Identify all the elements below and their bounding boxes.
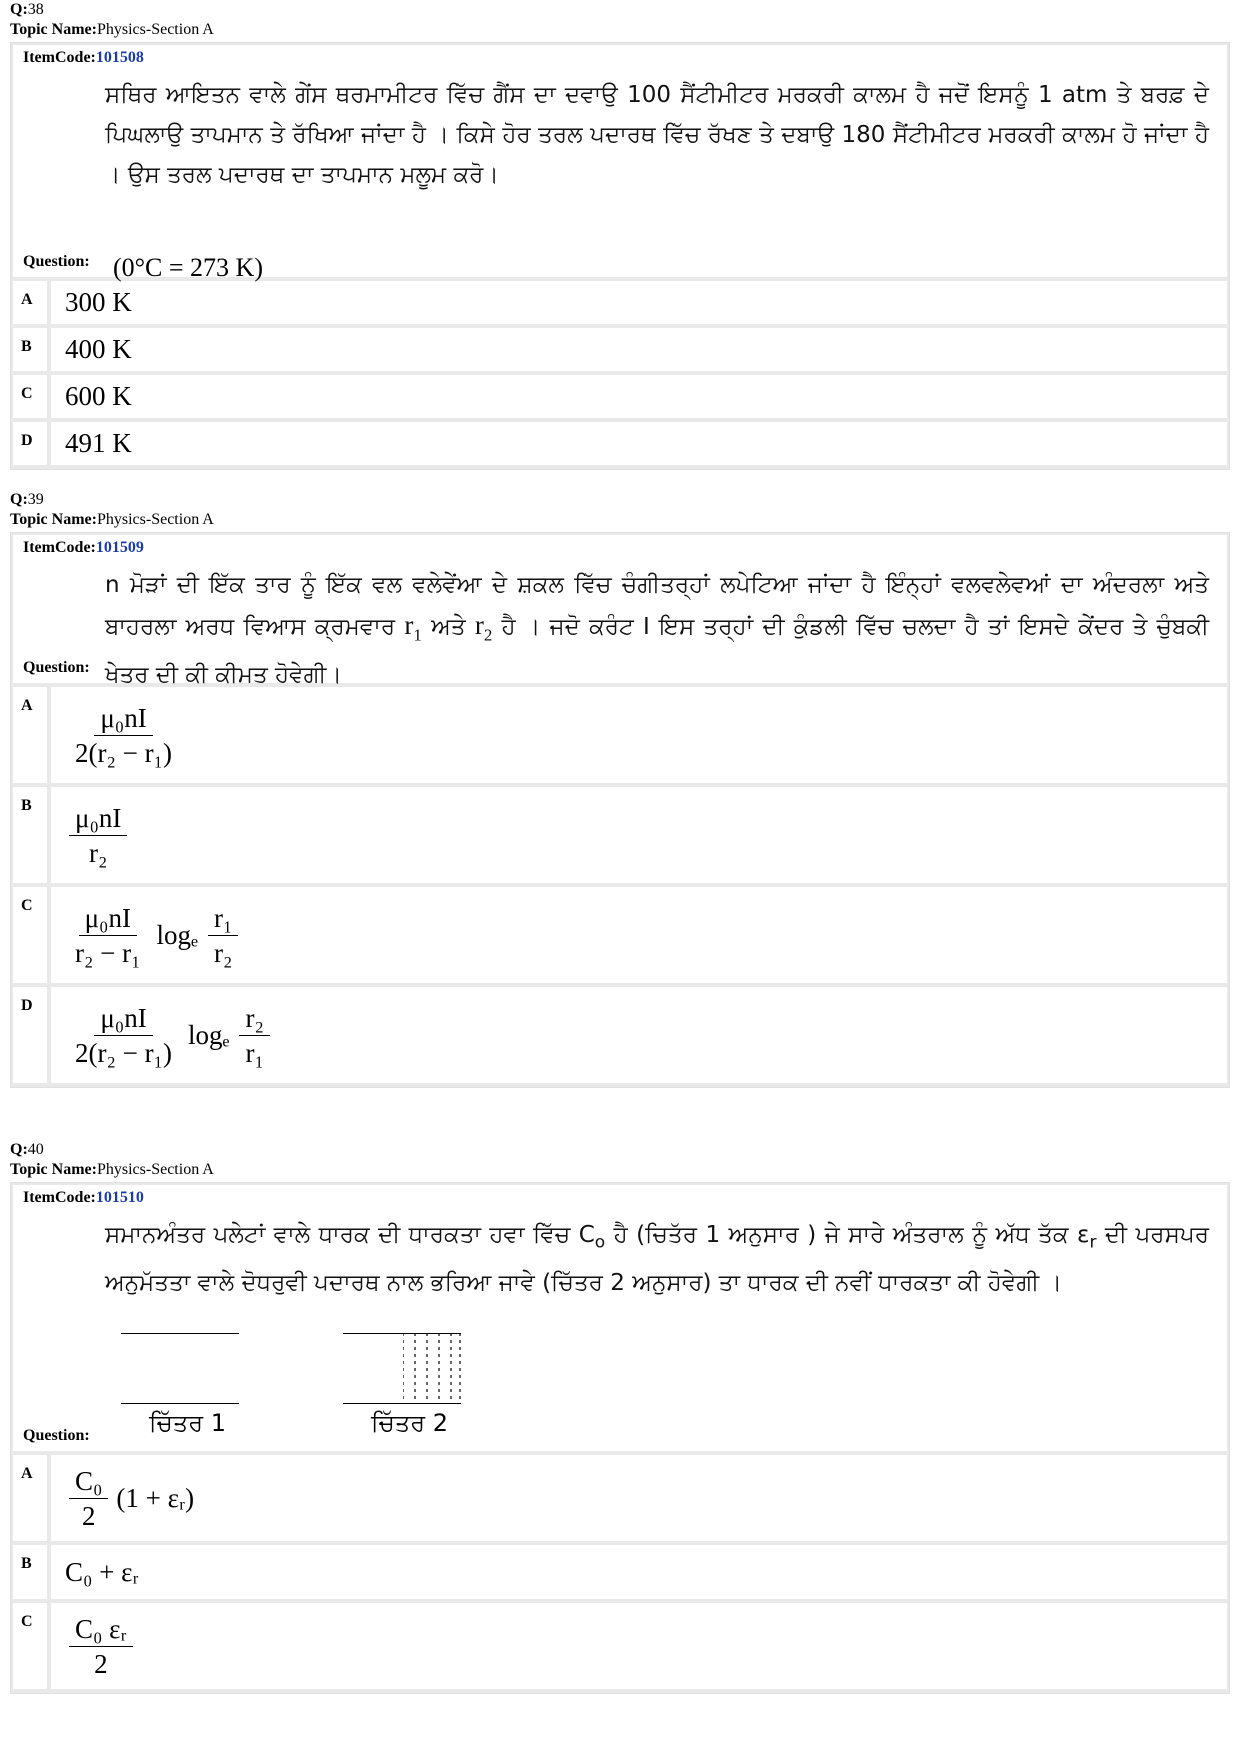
option-a[interactable] (13, 687, 1227, 783)
option-letter: B (13, 328, 51, 371)
fraction-denominator: r₂ (88, 837, 108, 868)
question-box (13, 45, 1227, 282)
topic-line: Topic Name:Physics-Section A (10, 21, 214, 38)
fraction-numerator: μ₀nI (79, 903, 137, 936)
dielectric-slab (403, 1333, 463, 1403)
option-letter: A (13, 281, 51, 324)
fraction-denominator: r₂ (213, 937, 233, 968)
option-c[interactable] (13, 887, 1227, 983)
question-box (13, 1185, 1227, 1451)
option-b[interactable] (13, 787, 1227, 883)
option-value: 491 K (65, 428, 132, 458)
option-value: 400 K (65, 334, 132, 364)
fraction-denominator: 2(r₂ − r₁) (75, 1037, 173, 1068)
question-block-38 (10, 0, 1230, 470)
option-letter: A (13, 1455, 51, 1541)
question-text: n ਮੋੜਾਂ ਦੀ ਇੱਕ ਤਾਰ ਨੂੰ ਇੱਕ ਵਲ ਵਲੇਵੇਂਆ ਦੇ ਸ਼ਕਲ ਵਿੱਚ ਚੰਗੀਤਰ੍ਹਾਂ ਲਪੇਟਿਆ ਜਾਂਦਾ ਹੈ ਇੰਨ੍ਹਾਂ ਵਲਵਲੇਵਆਂ ਦਾ ਅੰਦਰਲਾ ਅਤੇ ਬਾਹਰਲਾ ਅਰਧ ਵਿਆਸ ਕ੍ਰਮਵਾਰ $r_1$ ਅਤੇ $r_2$ ਹੈ । ਜਦੋ ਕਰੰਟ I ਇਸ ਤਰ੍ਹਾਂ ਦੀ ਕੁੰਡਲੀ ਵਿੱਚ ਚਲਦਾ ਹੈ ਤਾਂ ਇਸਦੇ ਕੇਂਦਰ ਤੇ ਚੁੰਬਕੀ ਖੇਤਰ ਦੀ ਕੀ ਕੀਮਤ ਹੋਵੇਗੀ। (105, 572, 1210, 689)
option-c[interactable] (13, 375, 1227, 418)
option-letter: B (13, 787, 51, 883)
question-label: Question: (23, 659, 90, 676)
fraction-denominator: r₂ − r₁ (75, 937, 141, 968)
option-value (51, 1455, 1227, 1541)
itemcode: ItemCode:101509 (23, 539, 144, 556)
question-block-39 (10, 490, 1230, 1088)
fraction-numerator: μ₀nI (94, 1003, 152, 1036)
option-value (51, 787, 1227, 883)
option-d[interactable] (13, 422, 1227, 465)
option-letter: C (13, 887, 51, 983)
fraction-numerator: μ₀nI (69, 803, 127, 836)
fraction-numerator: μ₀nI (94, 703, 152, 736)
fig2-bottom-plate (343, 1403, 461, 1404)
fraction-denominator: r₁ (245, 1037, 264, 1068)
question-card (10, 42, 1230, 470)
capacitor-figures (13, 1185, 1227, 1451)
option-d[interactable] (13, 987, 1227, 1083)
fig1-label: ਚਿੱਤਰ 1 (149, 1409, 227, 1437)
question-text: ਸਮਾਨਅੰਤਰ ਪਲੇਟਾਂ ਵਾਲੇ ਧਾਰਕ ਦੀ ਧਾਰਕਤਾ ਹਵਾ ਵਿੱਚ $C_o$ ਹੈ (ਚਿਤੱਰ 1 ਅਨੁਸਾਰ ) ਜੇ ਸਾਰੇ ਅੰਤਰਾਲ ਨੂੰ ਅੱਧ ਤੱਕ $\varepsilon_r$ ਦੀ ਪਰਸਪਰ ਅਨੁਮੱਤਤਾ ਵਾਲੇ ਦੋਧਰੁਵੀ ਪਦਾਰਥ ਨਾਲ ਭਰਿਆ ਜਾਵੇ (ਚਿੱਤਰ 2 ਅਨੁਸਾਰ) ਤਾ ਧਾਰਕ ਦੀ ਨਵੀਂ ਧਾਰਕਤਾ ਕੀ ਹੋਵੇਗੀ । (105, 1222, 1209, 1296)
fraction-numerator: r₂ (239, 1003, 269, 1036)
option-value: 600 K (65, 381, 132, 411)
option-value: 300 K (65, 287, 132, 317)
option-b[interactable] (13, 1545, 1227, 1599)
log-term: logₑ (188, 1019, 230, 1050)
option-value (51, 887, 1227, 983)
question-block-40 (10, 1140, 1230, 1694)
option-letter: A (13, 687, 51, 783)
question-card (10, 532, 1230, 1088)
fraction-denominator: 2(r₂ − r₁) (75, 737, 173, 768)
fraction-numerator: C₀ εᵣ (69, 1614, 133, 1647)
option-value (51, 687, 1227, 783)
topic-line: Topic Name:Physics-Section A (10, 1161, 214, 1178)
itemcode: ItemCode:101510 (23, 1189, 144, 1206)
option-a[interactable] (13, 1455, 1227, 1541)
option-letter: C (13, 1603, 51, 1689)
option-value: C₀ + εᵣ (65, 1556, 139, 1587)
fig1-bottom-plate (121, 1403, 239, 1404)
option-letter: C (13, 375, 51, 418)
option-c[interactable] (13, 1603, 1227, 1689)
option-letter: B (13, 1545, 51, 1599)
fraction-numerator: C₀ (69, 1466, 108, 1499)
option-value (51, 1603, 1227, 1689)
fig2-label: ਚਿੱਤਰ 2 (371, 1409, 449, 1437)
question-box (13, 535, 1227, 689)
fraction-denominator: 2 (94, 1648, 108, 1679)
fraction-numerator: r₁ (208, 903, 238, 936)
question-label: Question: (23, 253, 90, 270)
question-card (10, 1182, 1230, 1694)
fig1-top-plate (121, 1333, 239, 1334)
option-value (51, 987, 1227, 1083)
option-a[interactable] (13, 281, 1227, 324)
option-letter: D (13, 987, 51, 1083)
factor-term: (1 + εᵣ) (116, 1482, 195, 1513)
fraction-denominator: 2 (81, 1500, 96, 1531)
question-number: Q:38 (10, 1, 44, 18)
topic-line: Topic Name:Physics-Section A (10, 511, 214, 528)
option-letter: D (13, 422, 51, 465)
question-note: (0°C = 273 K) (113, 253, 263, 282)
itemcode: ItemCode:101508 (23, 49, 144, 66)
question-label: Question: (23, 1427, 90, 1444)
log-term: logₑ (156, 919, 198, 950)
question-number: Q:39 (10, 491, 44, 508)
question-number: Q:40 (10, 1141, 44, 1158)
option-b[interactable] (13, 328, 1227, 371)
question-text: ਸਥਿਰ ਆਇਤਨ ਵਾਲੇ ਗੇਂਸ ਥਰਮਾਮੀਟਰ ਵਿੱਚ ਗੈਂਸ ਦਾ ਦਵਾਉ 100 ਸੈਂਟੀਮੀਟਰ ਮਰਕਰੀ ਕਾਲਮ ਹੈ ਜਦੋਂ ਇਸਨੂੰ 1 atm ਤੇ ਬਰਫ਼ ਦੇ ਪਿਘਲਾਉ ਤਾਪਮਾਨ ਤੇ ਰੱਖਿਆ ਜਾਂਦਾ ਹੈ । ਕਿਸੇ ਹੋਰ ਤਰਲ ਪਦਾਰਥ ਵਿੱਚ ਰੱਖਣ ਤੇ ਦਬਾਉ 180 ਸੈਂਟੀਮੀਟਰ ਮਰਕਰੀ ਕਾਲਮ ਹੋ ਜਾਂਦਾ ਹੈ । ਉਸ ਤਰਲ ਪਦਾਰਥ ਦਾ ਤਾਪਮਾਨ ਮਲੂਮ ਕਰੋ। (105, 82, 1209, 188)
